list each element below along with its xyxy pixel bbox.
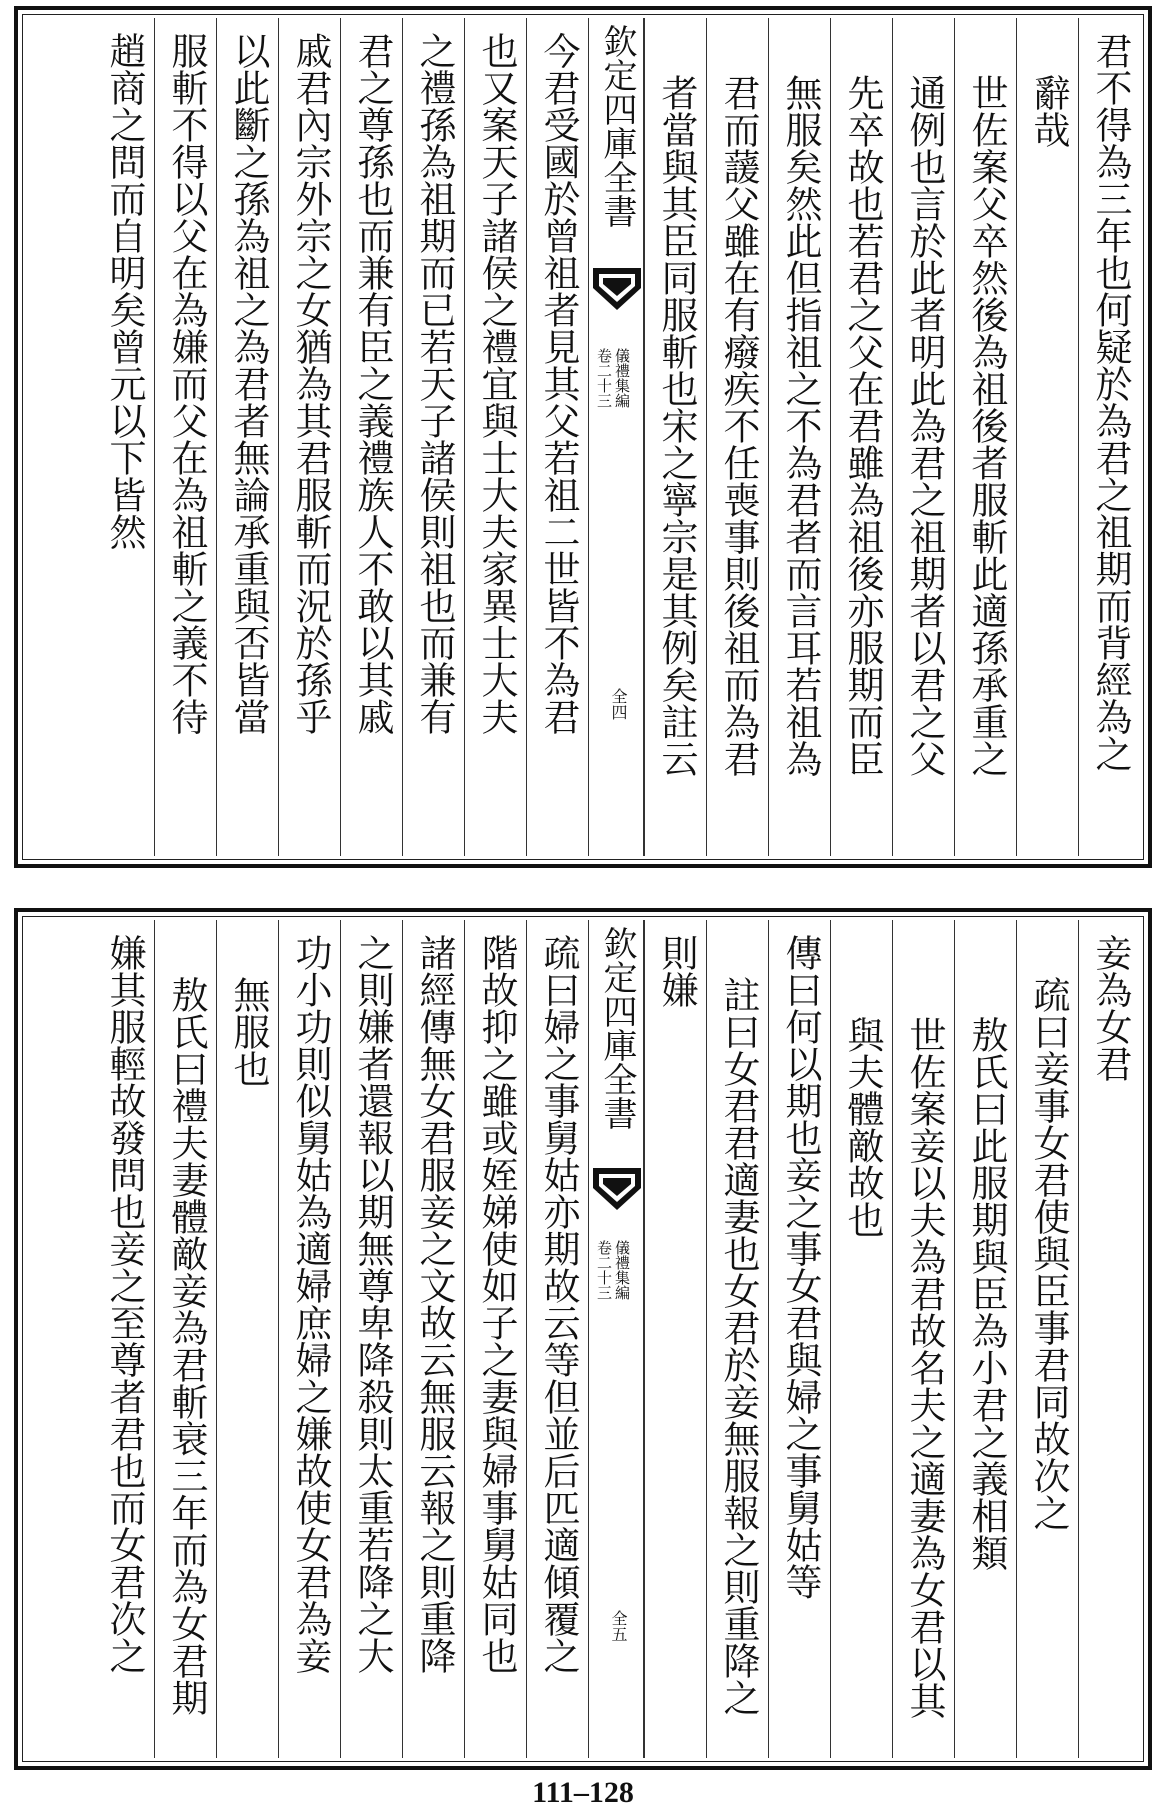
text-column: 敖氏曰禮夫妻體敵妾為君斬衰三年而為女君期 (154, 920, 216, 1758)
text-column: 服斬不得以父在為嫌而父在為祖斬之義不待 (154, 18, 216, 856)
collection-title: 欽定四庫全書 (597, 926, 637, 1130)
bottom-page-columns (26, 920, 1140, 1758)
bottom-page (14, 908, 1152, 1770)
text-column: 辭哉 (1016, 18, 1078, 856)
volume-label: 卷二十三 (595, 348, 613, 408)
text-column: 註曰女君君適妻也女君於妾無服報之則重降之 (706, 920, 768, 1758)
text-column: 敖氏曰此服期與臣為小君之義相類 (954, 920, 1016, 1758)
top-page (14, 6, 1152, 868)
top-page-columns (26, 18, 1140, 856)
text-column: 今君受國於曾祖者見其父若祖二世皆不為君 (526, 18, 588, 856)
text-column: 諸經傳無女君服妾之文故云無服云報之則重降 (402, 920, 464, 1758)
text-column: 疏曰妾事女君使與臣事君同故次之 (1016, 920, 1078, 1758)
collection-title: 欽定四庫全書 (597, 24, 637, 228)
text-column: 妾為女君 (1078, 920, 1140, 1758)
text-column: 君而蘐父雖在有癈疾不任喪事則後祖而為君 (706, 18, 768, 856)
text-column: 無服矣然此但指祖之不為君者而言耳若祖為 (768, 18, 830, 856)
fold-page-number: 全五 (609, 1610, 628, 1642)
text-column: 則嫌 (644, 920, 706, 1758)
scan-page-label: 111–128 (532, 1776, 634, 1809)
text-column: 君不得為三年也何疑於為君之祖期而背經為之 (1078, 18, 1140, 856)
text-column: 君之尊孫也而兼有臣之義禮族人不敢以其戚 (340, 18, 402, 856)
text-column: 嫌其服輕故發問也妾之至尊者君也而女君次之 (103, 934, 146, 1674)
text-column: 疏曰婦之事舅姑亦期故云等但並后匹適傾覆之 (526, 920, 588, 1758)
text-column: 先卒故也若君之父在君雖為祖後亦服期而臣 (830, 18, 892, 856)
fishtail-mark-icon (593, 1168, 641, 1212)
volume-label: 卷二十三 (595, 1240, 613, 1300)
book-name: 儀禮集編 (613, 1240, 631, 1300)
fold-page-number: 全四 (609, 688, 628, 720)
text-column: 也又案天子諸侯之禮宜與士大夫家異士大夫 (464, 18, 526, 856)
center-fold-margin (588, 18, 644, 856)
book-name: 儀禮集編 (613, 348, 631, 408)
text-column: 世佐案父卒然後為祖後者服斬此適孫承重之 (954, 18, 1016, 856)
text-column: 功小功則似舅姑為適婦庶婦之嫌故使女君為妾 (278, 920, 340, 1758)
center-fold-margin (588, 920, 644, 1758)
text-column: 傳曰何以期也妾之事女君與婦之事舅姑等 (768, 920, 830, 1758)
text-column: 與夫體敵故也 (830, 920, 892, 1758)
text-column: 趙商之問而自明矣曾元以下皆然 (103, 32, 146, 550)
text-column: 之禮孫為祖期而已若天子諸侯則祖也而兼有 (402, 18, 464, 856)
text-column: 無服也 (216, 920, 278, 1758)
text-column: 者當與其臣同服斬也宋之寧宗是其例矣註云 (644, 18, 706, 856)
text-column: 世佐案妾以夫為君故名夫之適妻為女君以其 (892, 920, 954, 1758)
fishtail-mark-icon (593, 268, 641, 312)
text-column: 戚君內宗外宗之女猶為其君服斬而況於孫乎 (278, 18, 340, 856)
text-column: 以此斷之孫為祖之為君者無論承重與否皆當 (216, 18, 278, 856)
text-column: 之則嫌者還報以期無尊卑降殺則太重若降之大 (340, 920, 402, 1758)
text-column: 階故抑之雖或姪娣使如子之妻與婦事舅姑同也 (464, 920, 526, 1758)
text-column: 通例也言於此者明此為君之祖期者以君之父 (892, 18, 954, 856)
